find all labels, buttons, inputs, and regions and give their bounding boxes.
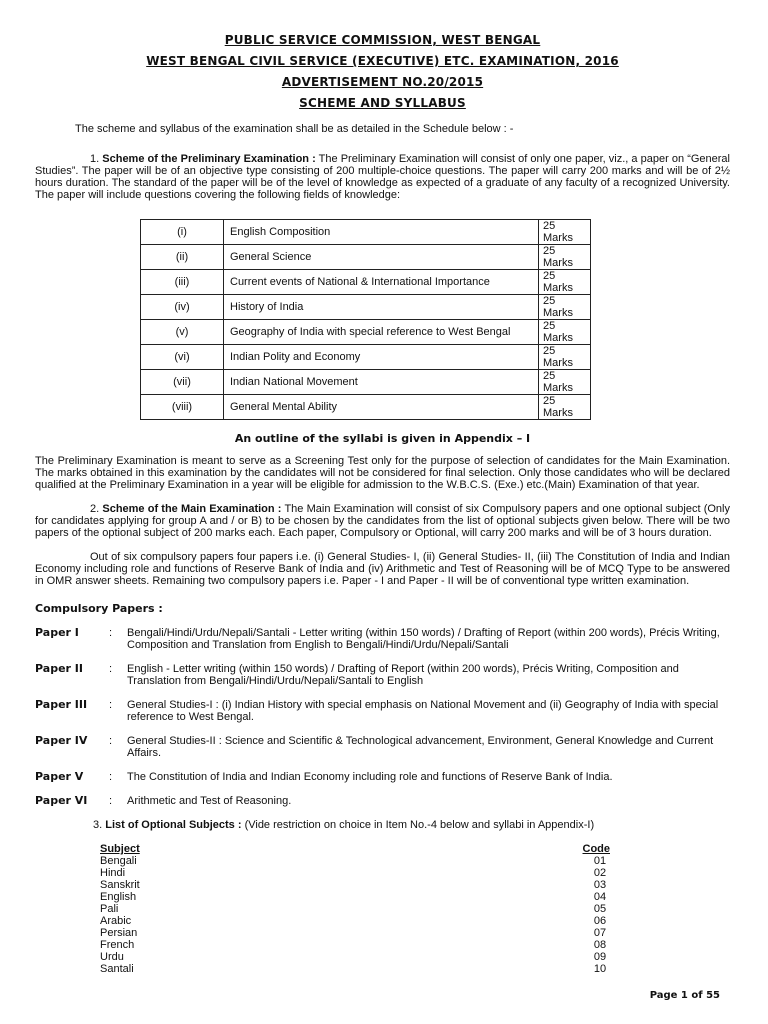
compulsory-heading: Compulsory Papers : — [35, 602, 163, 615]
papers-list — [35, 627, 730, 807]
cell-num: (iii) — [141, 270, 224, 295]
optional-paragraph — [35, 819, 730, 831]
list-item — [100, 903, 610, 915]
subject-name: Persian — [100, 927, 138, 939]
subject-code: 05 — [593, 903, 607, 915]
paper-colon: : — [109, 663, 113, 675]
paper-colon: : — [109, 795, 113, 807]
prelim-heading: Scheme of the Preliminary Examination : — [102, 153, 316, 165]
optional-heading: List of Optional Subjects : — [105, 819, 242, 831]
outline-note: An outline of the syllabi is given in Appendix – I — [234, 432, 531, 445]
subject-code: 03 — [593, 879, 607, 891]
cell-num: (ii) — [141, 245, 224, 270]
paper-description: English - Letter writing (within 150 words) / Drafting of Report (within 200 words), Précis Writing, Composition and Translation from Bengali/Hindi/Urdu/Nepali/Santali to English — [127, 663, 679, 687]
list-item — [100, 927, 610, 939]
subject-name: Arabic — [100, 915, 132, 927]
cell-num: (i) — [141, 220, 224, 245]
paper-item — [35, 663, 730, 687]
table-row — [141, 270, 591, 295]
code-header: Code — [582, 843, 610, 855]
list-item — [100, 963, 610, 975]
prelim-text: The Preliminary Examination will consist of only one paper, viz., a paper on “General Studies”. The paper will be of an objective type consisting of 200 multiple-choice questions. The paper will carry 200 marks and will be of 2½ hours duration. The standard of the paper will be of the level of knowledge as expected of a graduate of any faculty of a recognized University. The paper will include questions covering the following fields of knowledge: — [35, 153, 730, 201]
paper-colon: : — [109, 735, 113, 747]
cell-subject: Current events of National & International Importance — [224, 270, 539, 295]
subject-name: Pali — [100, 903, 119, 915]
title-commission: PUBLIC SERVICE COMMISSION, WEST BENGAL — [224, 33, 541, 47]
paper-label: Paper I — [35, 626, 79, 639]
cell-subject: General Science — [224, 245, 539, 270]
paper-description: General Studies-II : Science and Scientific & Technological advancement, Environment, General Knowledge and Current Affairs. — [127, 735, 714, 759]
paper-item — [35, 795, 730, 807]
paper-item — [35, 699, 730, 723]
paper-description: Bengali/Hindi/Urdu/Nepali/Santali - Letter writing (within 150 words) / Drafting of Report (within 200 words), Précis Writing, Composition and Translation from English to Bengali/Hindi/Urdu/Nepali/Santali — [127, 627, 720, 651]
subject-code: 04 — [593, 891, 607, 903]
subject-code: 06 — [593, 915, 607, 927]
paper-label: Paper V — [35, 770, 84, 783]
paper-item — [35, 627, 730, 651]
cell-marks: 25 Marks — [539, 320, 591, 345]
optional-text: (Vide restriction on choice in Item No.-4 below and syllabi in Appendix-I) — [241, 819, 595, 831]
list-item — [100, 939, 610, 951]
title-advertisement: ADVERTISEMENT NO.20/2015 — [281, 75, 484, 89]
intro-text: The scheme and syllabus of the examination shall be as detailed in the Schedule below : - — [75, 123, 514, 135]
main-text: The Main Examination will consist of six Compulsory papers and one optional subject (Only for candidates applying for group A and / or B) to be chosen by the candidates from the list of optional subjects given below. There will be two papers of the optional subject of 200 marks each. Each paper, Compulsory or Optional, will carry 200 marks and will be of 3 hours duration. — [35, 503, 730, 539]
subject-code: 07 — [593, 927, 607, 939]
cell-num: (v) — [141, 320, 224, 345]
prelim-table — [140, 219, 591, 420]
subject-code: 09 — [593, 951, 607, 963]
cell-subject: Indian National Movement — [224, 370, 539, 395]
compulsory-note: Out of six compulsory papers four papers i.e. (i) General Studies- I, (ii) General Studies- II, (iii) The Constitution of India and Indian Economy including role and functions of Reserve Bank of India and (iv) Arithmetic and Test of Reasoning will be of MCQ Type to be answered in OMR answer sheets. Remaining two compulsory papers i.e. Paper - I and Paper - II will be of conventional type written examination. — [35, 551, 730, 587]
paper-label: Paper III — [35, 698, 88, 711]
paper-description: The Constitution of India and Indian Economy including role and functions of Reserve Bank of India. — [127, 771, 613, 783]
paper-colon: : — [109, 627, 113, 639]
subject-code: 02 — [593, 867, 607, 879]
subject-name: French — [100, 939, 135, 951]
cell-marks: 25 Marks — [539, 395, 591, 420]
prelim-paragraph — [35, 153, 730, 201]
list-item — [100, 855, 610, 867]
list-item — [100, 915, 610, 927]
list-item — [100, 891, 610, 903]
optional-header-row — [100, 843, 610, 855]
cell-subject: Geography of India with special reference to West Bengal — [224, 320, 539, 345]
paper-description: General Studies-I : (i) Indian History with special emphasis on National Movement and (ii) Geography of India with special reference to West Bengal. — [127, 699, 719, 723]
paper-colon: : — [109, 771, 113, 783]
subject-code: 10 — [593, 963, 607, 975]
screening-paragraph: The Preliminary Examination is meant to serve as a Screening Test only for the purpose of selection of candidates for the Main Examination. The marks obtained in this examination by the candidates will not be considered for final selection. Only those candidates who will be declared qualified at the Preliminary Examination in a year will be eligible for admission to the W.B.C.S. (Exe.) etc.(Main) Examination of that year. — [35, 455, 730, 491]
subject-name: English — [100, 891, 137, 903]
list-item — [100, 879, 610, 891]
main-num: 2. — [90, 503, 103, 515]
paper-item — [35, 735, 730, 759]
cell-subject: Indian Polity and Economy — [224, 345, 539, 370]
cell-num: (iv) — [141, 295, 224, 320]
subject-code: 08 — [593, 939, 607, 951]
paper-label: Paper VI — [35, 794, 88, 807]
cell-subject: History of India — [224, 295, 539, 320]
cell-marks: 25 Marks — [539, 345, 591, 370]
cell-marks: 25 Marks — [539, 245, 591, 270]
cell-marks: 25 Marks — [539, 295, 591, 320]
cell-marks: 25 Marks — [539, 220, 591, 245]
paper-description: Arithmetic and Test of Reasoning. — [127, 795, 292, 807]
list-item — [100, 951, 610, 963]
table-row — [141, 295, 591, 320]
subject-name: Urdu — [100, 951, 124, 963]
cell-marks: 25 Marks — [539, 370, 591, 395]
page-number: Page 1 of 55 — [649, 990, 720, 1001]
paper-label: Paper IV — [35, 734, 88, 747]
main-paragraph — [35, 503, 730, 539]
table-row — [141, 245, 591, 270]
paper-label: Paper II — [35, 662, 83, 675]
subject-name: Sanskrit — [100, 879, 140, 891]
table-row — [141, 320, 591, 345]
optional-subject-list — [100, 843, 610, 975]
cell-num: (vii) — [141, 370, 224, 395]
subject-name: Santali — [100, 963, 134, 975]
subject-name: Hindi — [100, 867, 126, 879]
subject-name: Bengali — [100, 855, 137, 867]
list-item — [100, 867, 610, 879]
subject-code: 01 — [593, 855, 607, 867]
table-row — [141, 220, 591, 245]
table-row — [141, 395, 591, 420]
cell-subject: General Mental Ability — [224, 395, 539, 420]
main-heading: Scheme of the Main Examination : — [102, 503, 282, 515]
prelim-num: 1. — [90, 153, 103, 165]
title-scheme: SCHEME AND SYLLABUS — [299, 96, 466, 110]
cell-num: (vi) — [141, 345, 224, 370]
paper-colon: : — [109, 699, 113, 711]
cell-subject: English Composition — [224, 220, 539, 245]
subject-header: Subject — [100, 843, 140, 855]
paper-item — [35, 771, 730, 783]
cell-marks: 25 Marks — [539, 270, 591, 295]
table-row — [141, 345, 591, 370]
title-exam: WEST BENGAL CIVIL SERVICE (EXECUTIVE) ETC. EXAMINATION, 2016 — [146, 54, 619, 68]
table-row — [141, 370, 591, 395]
cell-num: (viii) — [141, 395, 224, 420]
optional-num: 3. — [93, 819, 106, 831]
